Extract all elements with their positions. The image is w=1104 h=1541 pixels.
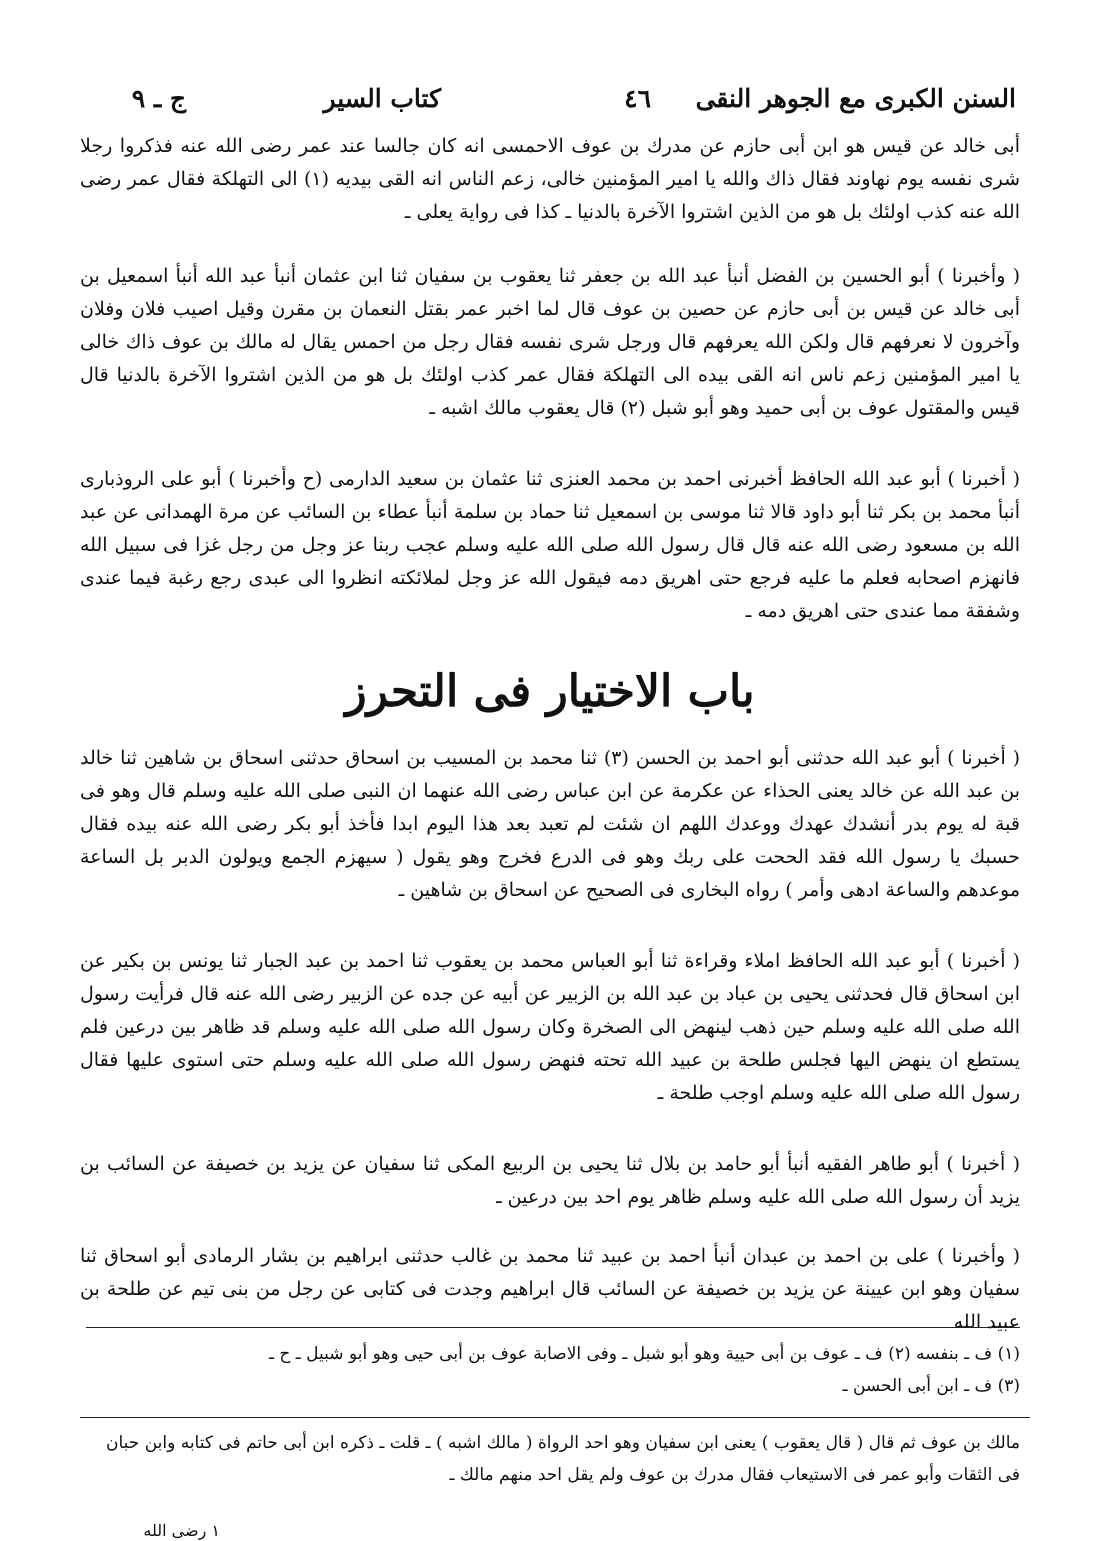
commentary-divider <box>80 1417 1030 1418</box>
footnote: (٣) ف ـ ابن أبى الحسن ـ <box>842 1376 1020 1396</box>
book-title: كتاب السير <box>323 84 441 113</box>
commentary-text: مالك بن عوف ثم قال ( قال يعقوب ) يعنى ابن سفيان وهو احد الرواة ( مالك اشبه ) ـ قلت ـ ذكره ابن أبى حاتم فى كتابه وابن حبان فى الثقات وأبو عمر فى الاستيعاب فقال مدرك بن عوف ولم يقل احد منهم مالك ـ <box>106 1433 1020 1485</box>
volume-label: ج ـ ٩ <box>131 84 186 113</box>
cut-off-line: ١ رضى الله <box>143 1521 220 1540</box>
paragraph: ( أخبرنا ) أبو عبد الله حدثنى أبو احمد بن الحسن (٣) ثنا محمد بن المسيب بن اسحاق حدثنى اسحاق بن شاهين ثنا خالد بن عبد الله عن خالد يعنى الحذاء عن عكرمة عن ابن عباس رضى الله عنهما ان النبى صلى الله عليه وسلم قال وهو فى قبة له يوم بدر أنشدك عهدك ووعدك اللهم ان شئت لم تعبد بعد هذا اليوم ابدا فأخذ أبو بكر رضى الله عنه بيده فقال حسبك يا رسول الله فقد الححت على ربك وهو فى الدرع فخرج وهو يقول ( سيهزم الجمع ويولون الدبر بل الساعة موعدهم والساعة ادهى وأمر ) رواه البخارى فى الصحيح عن اسحاق بن شاهين ـ <box>80 747 1020 901</box>
paragraph: ( أخبرنا ) أبو طاهر الفقيه أنبأ أبو حامد بن بلال ثنا يحيى بن الربيع المكى ثنا سفيان عن يزيد بن خصيفة عن السائب بن يزيد أن رسول الله صلى الله عليه وسلم ظاهر يوم احد بين درعين ـ <box>80 1153 1020 1208</box>
paragraph: ( وأخبرنا ) أبو الحسين بن الفضل أنبأ عبد الله بن جعفر ثنا يعقوب بن سفيان ثنا ابن عثمان أنبأ عبد الله أنبأ اسمعيل بن أبى خالد عن قيس بن أبى حازم عن حصين بن عوف قال لما اخبر عمر بقتل النعمان بن مقرن وقيل اصيب فلان وفلان وآخرون لا نعرفهم قال ولكن الله يعرفهم قال ورجل شرى نفسه فقال رجل من احمس يقال له مالك بن عوف ذاك خالى يا امير المؤمنين زعم ناس انه القى بيده الى التهلكة فقال عمر كذب اولئك بل هو من الذين اشتروا الآخرة بالدنيا قال قيس والمقتول عوف بن أبى حميد وهو أبو شبل (٢) قال يعقوب مالك اشبه ـ <box>80 265 1020 419</box>
paragraph: ( أخبرنا ) أبو عبد الله الحافظ أخبرنى احمد بن محمد العنزى ثنا عثمان بن سعيد الدارمى (ح وأخبرنا ) أبو على الروذبارى أنبأ محمد بن بكر ثنا أبو داود قالا ثنا موسى بن اسمعيل ثنا حماد بن سلمة أنبأ عطاء بن السائب عن مرة الهمدانى عن عبد الله بن مسعود رضى الله عنه قال قال رسول الله صلى الله عليه وسلم عجب ربنا عز وجل من رجل غزا فى سبيل الله فانهزم اصحابه فعلم ما عليه فرجع حتى اهريق دمه فيقول الله عز وجل لملائكته انظروا الى عبدى رجع رغبة فيما عندى وشفقة مما عندى حتى اهريق دمه ـ <box>80 468 1020 622</box>
paragraph: ( أخبرنا ) أبو عبد الله الحافظ املاء وقراءة ثنا أبو العباس محمد بن يعقوب ثنا احمد بن عبد الجبار ثنا يونس بن بكير عن ابن اسحاق قال فحدثنى يحيى بن عباد بن عبد الله بن الزبير عن أبيه عن جده عن الزبير رضى الله عنه قال فرأيت رسول الله صلى الله عليه وسلم حين ذهب لينهض الى الصخرة وكان رسول الله صلى الله عليه وسلم قد ظاهر بين درعين فلم يستطع ان ينهض اليها فجلس طلحة بن عبيد الله تحته فنهض رسول الله صلى الله عليه وسلم حتى استوى عليها فقال رسول الله صلى الله عليه وسلم اوجب طلحة ـ <box>80 950 1020 1104</box>
paragraph: ( وأخبرنا ) على بن احمد بن عبدان أنبأ احمد بن عبيد ثنا محمد بن غالب حدثنى ابراهيم بن بشار الرمادى أبو اسحاق ثنا سفيان وهو ابن عيينة عن يزيد بن خصيفة عن السائب قال ابراهيم وجدت فى كتابى عن رجل من بنى تيم عن طلحة بن عبيد الله <box>80 1245 1020 1333</box>
page-number: ٤٦ <box>624 84 651 113</box>
section-title: باب الاختيار فى التحرز <box>345 666 755 717</box>
paragraph: أبى خالد عن قيس هو ابن أبى حازم عن مدرك بن عوف الاحمسى انه كان جالسا عند عمر رضى الله عنه فذكروا رجلا شرى نفسه يوم نهاوند فقال ذاك والله يا امير المؤمنين خالى، زعم الناس انه القى بيديه (١) الى التهلكة فقال عمر رضى الله عنه كذب اولئك بل هو من الذين اشتروا الآخرة بالدنيا ـ كذا فى رواية يعلى ـ <box>80 135 1020 223</box>
footnote: (١) ف ـ بنفسه (٢) ف ـ عوف بن أبى حيية وهو أبو شبل ـ وفى الاصابة عوف بن أبى حيى وهو أبو شبيل ـ ح ـ <box>269 1344 1020 1364</box>
header-title: السنن الكبرى مع الجوهر النقى <box>695 84 1016 113</box>
footnote-divider <box>86 1327 1020 1328</box>
running-header <box>96 84 1016 124</box>
